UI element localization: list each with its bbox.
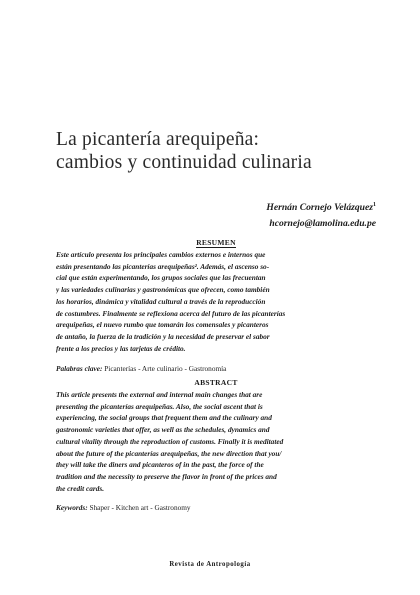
resumen-keywords-text: Picanterías - Arte culinario - Gastronomía bbox=[104, 364, 227, 373]
author-email: hcornejo@lamolina.edu.pe bbox=[269, 218, 376, 230]
abstract-line: experiencing, the social groups that frequent them and the culinary and bbox=[56, 413, 272, 423]
author-name: Hernán Cornejo Velázquez bbox=[266, 202, 373, 214]
abstract-line: This article presents the external and internal main changes that are bbox=[56, 390, 263, 399]
abstract-body bbox=[56, 389, 376, 494]
abstract-heading-text: ABSTRACT bbox=[194, 378, 238, 387]
title-line: La picantería arequipeña: bbox=[56, 129, 260, 150]
abstract-keywords-label: Keywords: bbox=[56, 503, 88, 512]
resumen-line: están presentando las picanterías arequipeñas². Además, el ascenso so- bbox=[56, 261, 270, 271]
abstract-heading bbox=[56, 378, 376, 387]
abstract-line: tradition and the necessity to preserve the flavor in front of the prices and bbox=[56, 471, 277, 481]
resumen-line: los horarios, dinámica y vitalidad cultural a través de la reproducción bbox=[56, 296, 266, 306]
resumen-body bbox=[56, 249, 376, 354]
author-footnote-mark: 1 bbox=[373, 202, 376, 208]
resumen-keywords-label: Palabras clave: bbox=[56, 364, 103, 373]
abstract-line: they will take the diners and picanteros of in the past, the force of the bbox=[56, 460, 264, 470]
resumen-line: arequipeñas, el nuevo rumbo que tomarán los comensales y picanteros bbox=[56, 320, 269, 330]
abstract-line: gastronomic varieties that offer, as well as the schedules, dynamics and bbox=[56, 425, 270, 435]
author-name-line bbox=[266, 197, 376, 216]
journal-footer: Revista de Antropología bbox=[169, 561, 251, 568]
resumen-heading bbox=[56, 238, 376, 247]
abstract-line: cultural vitality through the reproduction of customs. Finally it is meditated bbox=[56, 436, 284, 446]
resumen-line: y las variedades culinarias y gastronómicas que ofrecen, como también bbox=[56, 285, 270, 295]
abstract-line: about the future of the picanterías arequipeñas, the new direction that you/ bbox=[56, 448, 282, 458]
title-line: cambios y continuidad culinaria bbox=[56, 152, 312, 173]
abstract-keywords bbox=[56, 503, 376, 513]
abstract-line: presenting the picanterías arequipeñas. Also, the social ascent that is bbox=[56, 401, 263, 411]
resumen-keywords bbox=[56, 364, 376, 374]
resumen-line: de antaño, la fuerza de la tradición y la necesidad de preservar el sabor bbox=[56, 331, 270, 341]
resumen-heading-text: RESUMEN bbox=[196, 238, 236, 247]
abstract-keywords-text: Shaper - Kitchen art - Gastronomy bbox=[89, 503, 191, 512]
resumen-line: Este artículo presenta los principales cambios externos e internos que bbox=[56, 250, 266, 259]
article-title bbox=[56, 128, 386, 174]
author-block bbox=[266, 197, 376, 232]
resumen-line: de costumbres. Finalmente se reflexiona acerca del futuro de las picanterías bbox=[56, 308, 286, 318]
resumen-line: cial que están experimentando, los grupos sociales que las frecuentan bbox=[56, 273, 266, 283]
abstract-line: the credit cards. bbox=[56, 483, 105, 493]
resumen-line: frente a los precios y las tarjetas de crédito. bbox=[56, 343, 186, 353]
